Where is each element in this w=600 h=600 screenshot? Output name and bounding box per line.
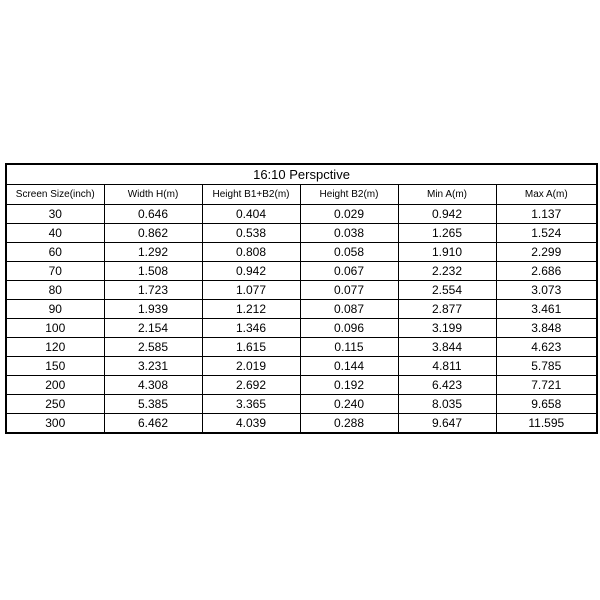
- table-row: [6, 243, 597, 262]
- height-b1-b2-cell: 0.942: [202, 262, 300, 281]
- width-cell: 1.723: [104, 281, 202, 300]
- width-cell: 2.154: [104, 319, 202, 338]
- min-a-cell: 4.811: [398, 357, 496, 376]
- height-b1-b2-cell: 2.019: [202, 357, 300, 376]
- screen-size-cell: 70: [6, 262, 104, 281]
- table-row: [6, 376, 597, 395]
- height-b1-b2-cell: 3.365: [202, 395, 300, 414]
- screen-size-cell: 60: [6, 243, 104, 262]
- screen-size-cell: 30: [6, 205, 104, 224]
- screen-size-cell: 200: [6, 376, 104, 395]
- table-title: 16:10 Perspctive: [6, 164, 597, 185]
- min-a-cell: 0.942: [398, 205, 496, 224]
- max-a-cell: 4.623: [496, 338, 597, 357]
- table-title-row: [6, 164, 597, 185]
- height-b1-b2-cell: 2.692: [202, 376, 300, 395]
- min-a-cell: 1.910: [398, 243, 496, 262]
- table-row: [6, 319, 597, 338]
- table-row: [6, 262, 597, 281]
- max-a-cell: 1.524: [496, 224, 597, 243]
- width-cell: 3.231: [104, 357, 202, 376]
- max-a-cell: 5.785: [496, 357, 597, 376]
- min-a-cell: 2.877: [398, 300, 496, 319]
- max-a-cell: 3.461: [496, 300, 597, 319]
- min-a-cell: 9.647: [398, 414, 496, 434]
- min-a-cell: 3.199: [398, 319, 496, 338]
- max-a-cell: 9.658: [496, 395, 597, 414]
- min-a-cell: 8.035: [398, 395, 496, 414]
- min-a-cell: 2.554: [398, 281, 496, 300]
- table-row: [6, 395, 597, 414]
- height-b2-cell: 0.067: [300, 262, 398, 281]
- table-row: [6, 281, 597, 300]
- height-b1-b2-cell: 1.346: [202, 319, 300, 338]
- width-cell: 4.308: [104, 376, 202, 395]
- min-a-cell: 1.265: [398, 224, 496, 243]
- table-row: [6, 205, 597, 224]
- column-header-height-b2: Height B2(m): [300, 185, 398, 205]
- height-b2-cell: 0.144: [300, 357, 398, 376]
- screen-size-cell: 90: [6, 300, 104, 319]
- screen-size-cell: 150: [6, 357, 104, 376]
- perspective-table: [5, 163, 598, 434]
- height-b1-b2-cell: 1.212: [202, 300, 300, 319]
- width-cell: 0.862: [104, 224, 202, 243]
- height-b1-b2-cell: 0.538: [202, 224, 300, 243]
- screen-size-cell: 250: [6, 395, 104, 414]
- table-row: [6, 300, 597, 319]
- min-a-cell: 2.232: [398, 262, 496, 281]
- width-cell: 5.385: [104, 395, 202, 414]
- height-b1-b2-cell: 4.039: [202, 414, 300, 434]
- max-a-cell: 3.073: [496, 281, 597, 300]
- perspective-table-container: [5, 163, 596, 434]
- height-b1-b2-cell: 1.615: [202, 338, 300, 357]
- column-header-max-a: Max A(m): [496, 185, 597, 205]
- width-cell: 1.939: [104, 300, 202, 319]
- height-b2-cell: 0.029: [300, 205, 398, 224]
- max-a-cell: 2.686: [496, 262, 597, 281]
- column-header-width: Width H(m): [104, 185, 202, 205]
- screen-size-cell: 40: [6, 224, 104, 243]
- width-cell: 1.292: [104, 243, 202, 262]
- height-b2-cell: 0.288: [300, 414, 398, 434]
- min-a-cell: 6.423: [398, 376, 496, 395]
- height-b2-cell: 0.038: [300, 224, 398, 243]
- height-b2-cell: 0.192: [300, 376, 398, 395]
- width-cell: 6.462: [104, 414, 202, 434]
- height-b1-b2-cell: 0.404: [202, 205, 300, 224]
- max-a-cell: 3.848: [496, 319, 597, 338]
- screen-size-cell: 100: [6, 319, 104, 338]
- height-b2-cell: 0.240: [300, 395, 398, 414]
- width-cell: 0.646: [104, 205, 202, 224]
- width-cell: 1.508: [104, 262, 202, 281]
- column-header-height-b1-b2: Height B1+B2(m): [202, 185, 300, 205]
- max-a-cell: 11.595: [496, 414, 597, 434]
- height-b1-b2-cell: 1.077: [202, 281, 300, 300]
- screen-size-cell: 80: [6, 281, 104, 300]
- max-a-cell: 7.721: [496, 376, 597, 395]
- table-body: [6, 205, 597, 434]
- column-header-screen-size: Screen Size(inch): [6, 185, 104, 205]
- column-header-min-a: Min A(m): [398, 185, 496, 205]
- table-row: [6, 224, 597, 243]
- screen-size-cell: 300: [6, 414, 104, 434]
- height-b2-cell: 0.077: [300, 281, 398, 300]
- max-a-cell: 1.137: [496, 205, 597, 224]
- height-b2-cell: 0.096: [300, 319, 398, 338]
- max-a-cell: 2.299: [496, 243, 597, 262]
- min-a-cell: 3.844: [398, 338, 496, 357]
- height-b1-b2-cell: 0.808: [202, 243, 300, 262]
- height-b2-cell: 0.087: [300, 300, 398, 319]
- height-b2-cell: 0.058: [300, 243, 398, 262]
- table-row: [6, 357, 597, 376]
- table-header-row: [6, 185, 597, 205]
- width-cell: 2.585: [104, 338, 202, 357]
- table-row: [6, 338, 597, 357]
- table-row: [6, 414, 597, 434]
- height-b2-cell: 0.115: [300, 338, 398, 357]
- screen-size-cell: 120: [6, 338, 104, 357]
